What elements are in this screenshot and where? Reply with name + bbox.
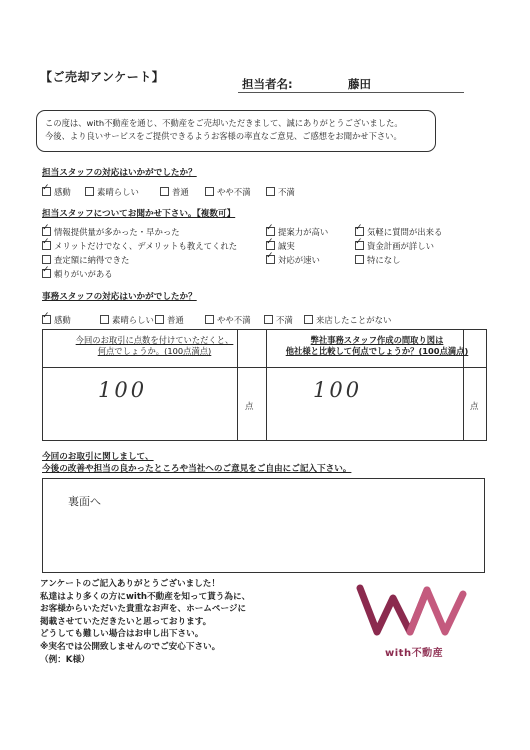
checkbox-icon[interactable]: [266, 187, 275, 196]
q3-question-text: 事務スタッフの対応はいかがでしたか？: [42, 292, 197, 302]
checkbox-checked-icon[interactable]: [42, 227, 51, 236]
q2-option-label: 誠実: [278, 241, 295, 251]
checkbox-icon[interactable]: [160, 187, 169, 196]
q3-option-label: 感動: [54, 315, 71, 325]
q3-option-label: 素晴らしい: [112, 315, 154, 325]
staff-label: 担当者名:: [242, 77, 293, 91]
left-header-line-1: 今回のお取引に点数を付けていただくと、: [75, 335, 234, 345]
footer-line: アンケートのご記入ありがとうございました！: [40, 579, 220, 589]
checkbox-icon[interactable]: [205, 315, 214, 324]
checkbox-checked-icon[interactable]: [266, 227, 275, 236]
intro-line-2: 今後、より良いサービスをご提供できるようお客様の率直なご意見、ご感想をお聞かせ下さい。: [45, 131, 402, 141]
q2-option-5[interactable]: [355, 240, 434, 252]
q3-question: [42, 290, 197, 302]
q1-option-2[interactable]: [160, 186, 189, 198]
handwritten-comment: 裏面へ: [68, 495, 101, 508]
left-score-value[interactable]: 100: [98, 378, 148, 402]
q3-option-label: やや不満: [217, 315, 251, 325]
score-table: [42, 329, 487, 441]
q1-option-label: 普通: [172, 187, 189, 197]
checkbox-icon[interactable]: [304, 315, 313, 324]
right-score-value[interactable]: 100: [313, 378, 363, 402]
comment-prompt-line-2: 今後の改善や担当の良かったところや当社へのご意見をご自由にご記入下さい。: [42, 464, 352, 474]
q1-option-label: 不満: [278, 187, 295, 197]
checkbox-checked-icon[interactable]: [42, 315, 51, 324]
q2-option-7[interactable]: [266, 254, 320, 266]
q1-option-1[interactable]: [85, 186, 139, 198]
q2-option-1[interactable]: [266, 226, 328, 238]
footer-line: 掲載させていただきたいと思っております。: [40, 616, 212, 627]
q2-option-3[interactable]: [42, 240, 237, 252]
checkbox-checked-icon[interactable]: [42, 187, 51, 196]
checkbox-icon[interactable]: [85, 187, 94, 196]
comment-box[interactable]: [42, 478, 485, 573]
checkbox-icon[interactable]: [42, 255, 51, 264]
checkbox-icon[interactable]: [264, 315, 273, 324]
q2-option-label: 情報提供量が多かった・早かった: [54, 227, 180, 237]
q2-question: [42, 207, 235, 219]
checkbox-checked-icon[interactable]: [42, 269, 51, 278]
staff-name: 藤田: [348, 77, 371, 91]
table-header-divider: [43, 367, 486, 368]
q1-option-label: 素晴らしい: [97, 187, 139, 197]
right-score-unit: 点: [470, 402, 479, 412]
left-header-line-2: 何点でしょうか。(100点満点): [97, 346, 212, 356]
staff-underline: [238, 92, 464, 93]
q3-option-4[interactable]: [264, 314, 293, 326]
q1-option-4[interactable]: [266, 186, 295, 198]
q3-option-label: 普通: [167, 315, 184, 325]
q2-option-label: 提案力が高い: [278, 227, 329, 237]
footer-message: [40, 578, 250, 666]
right-header-line-2: 他社様と比較して何点でしょうか？(100点満点): [285, 346, 469, 356]
q3-option-0[interactable]: [42, 314, 71, 326]
left-score-header: [43, 335, 266, 357]
q1-option-label: やや不満: [217, 187, 251, 197]
q2-option-label: 資金計画が詳しい: [367, 241, 434, 251]
comment-prompt: [42, 450, 351, 474]
checkbox-checked-icon[interactable]: [355, 227, 364, 236]
q3-option-2[interactable]: [155, 314, 184, 326]
q2-option-label: 気軽に質問が出来る: [367, 227, 443, 237]
q2-option-8[interactable]: [355, 254, 401, 266]
q1-option-label: 感動: [54, 187, 71, 197]
q2-option-label: 頼りがいがある: [54, 269, 113, 279]
checkbox-checked-icon[interactable]: [355, 241, 364, 250]
with-fudosan-logo-icon: [355, 580, 470, 642]
intro-line-1: この度は、with不動産を通じ、不動産をご売却いただきまして、誠にありがとうございました。: [45, 118, 403, 128]
checkbox-icon[interactable]: [205, 187, 214, 196]
intro-box: [36, 110, 436, 152]
footer-line: （例：K様）: [40, 654, 90, 665]
left-score-unit: 点: [245, 402, 254, 412]
q2-option-label: 対応が速い: [278, 255, 320, 265]
q3-option-label: 来店したことがない: [316, 315, 392, 325]
right-score-header: [266, 335, 488, 357]
footer-line: 私達はより多くの方にwith不動産を知って貰う為に、: [40, 591, 251, 602]
q2-option-2[interactable]: [355, 226, 442, 238]
comment-prompt-line-1: 今回のお取引に関しまして、: [42, 452, 154, 462]
logo-text: with不動産: [385, 648, 444, 659]
survey-title: 【ご売却アンケート】: [40, 70, 165, 84]
q1-question-text: 担当スタッフの対応はいかがでしたか？: [42, 168, 197, 178]
q3-option-1[interactable]: [100, 314, 154, 326]
q1-question: [42, 166, 197, 178]
q3-option-3[interactable]: [205, 314, 251, 326]
q2-question-text: 担当スタッフについてお聞かせ下さい。【複数可】: [42, 209, 236, 219]
q3-option-label: 不満: [276, 315, 293, 325]
q1-option-0[interactable]: [42, 186, 71, 198]
footer-line: どうしても難しい場合はお申し出下さい。: [40, 629, 204, 640]
q2-option-0[interactable]: [42, 226, 180, 238]
checkbox-icon[interactable]: [355, 255, 364, 264]
checkbox-checked-icon[interactable]: [266, 241, 275, 250]
q2-option-6[interactable]: [42, 254, 129, 266]
checkbox-checked-icon[interactable]: [266, 255, 275, 264]
q2-option-label: メリットだけでなく、デメリットも教えてくれた: [54, 241, 238, 251]
checkbox-icon[interactable]: [155, 315, 164, 324]
q1-option-3[interactable]: [205, 186, 251, 198]
q2-option-9[interactable]: [42, 268, 113, 280]
footer-line: お客様からいただいた貴重なお声を、ホームページに: [40, 604, 247, 615]
checkbox-icon[interactable]: [100, 315, 109, 324]
right-header-line-1: 弊社事務スタッフ作成の間取り図は: [310, 335, 444, 345]
q3-option-5[interactable]: [304, 314, 391, 326]
q2-option-label: 特になし: [367, 255, 401, 265]
footer-line: ※実名では公開致しませんのでご安心下さい。: [40, 641, 221, 652]
q2-option-label: 査定額に納得できた: [54, 255, 130, 265]
checkbox-checked-icon[interactable]: [42, 241, 51, 250]
